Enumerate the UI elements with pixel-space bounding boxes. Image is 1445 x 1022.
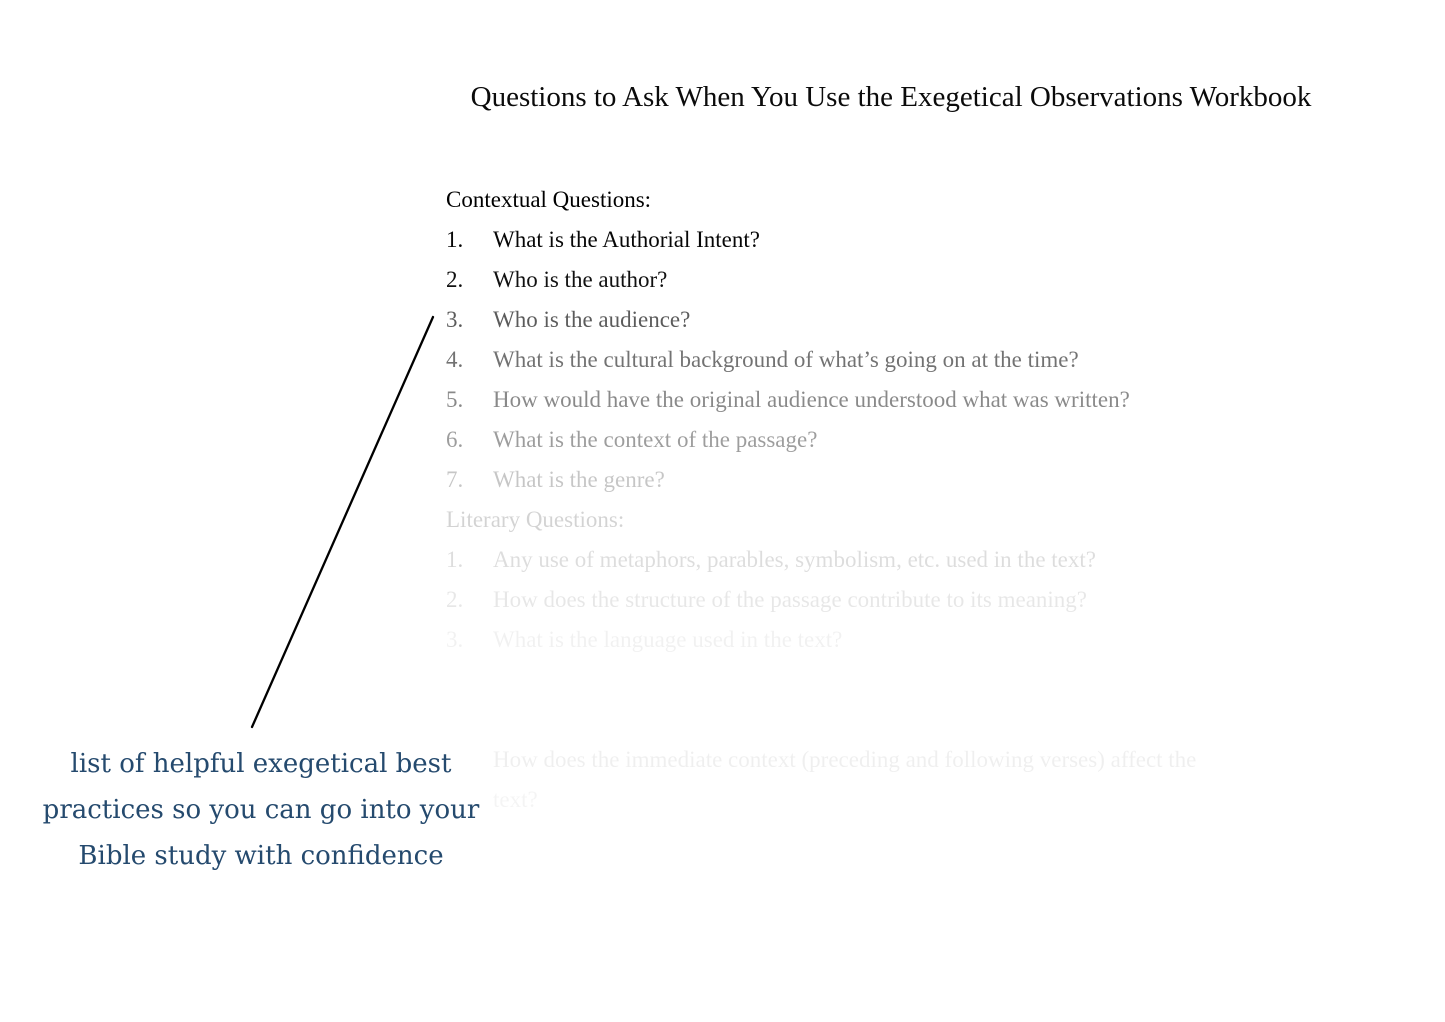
list-item [446, 380, 1356, 420]
item-number: 6. [446, 427, 464, 452]
item-text: Any use of metaphors, parables, symbolism, etc. used in the text? [493, 547, 1096, 572]
item-text: What is the language used in the text? [493, 627, 843, 652]
contextual-questions-heading: Contextual Questions: [446, 187, 652, 212]
annotation-line-3: Bible study with confidence [78, 841, 444, 871]
document-body [446, 180, 1356, 820]
blank-gap [446, 660, 1356, 740]
list-item [446, 260, 1356, 300]
item-number: 1. [446, 547, 464, 572]
item-number: 3. [446, 307, 464, 332]
faded-continuation-line [446, 780, 1356, 820]
list-item [446, 540, 1356, 580]
item-number: 5. [446, 387, 464, 412]
list-item [446, 220, 1356, 260]
item-text: Who is the audience? [493, 307, 691, 332]
item-number: 7. [446, 467, 464, 492]
item-text: How does the structure of the passage contribute to its meaning? [493, 587, 1088, 612]
annotation-line-2: practices so you can go into your [42, 795, 480, 825]
item-text: What is the context of the passage? [493, 427, 818, 452]
literary-questions-heading: Literary Questions: [446, 507, 625, 532]
item-number: 2. [446, 587, 464, 612]
item-text: What is the cultural background of what’s going on at the time? [493, 347, 1079, 372]
item-number: 1. [446, 227, 464, 252]
list-item [446, 300, 1356, 340]
item-text: What is the Authorial Intent? [493, 227, 760, 252]
list-item [446, 460, 1356, 500]
document-title: Questions to Ask When You Use the Exegetical Observations Workbook [470, 81, 1312, 113]
item-number: 2. [446, 267, 464, 292]
list-item [446, 340, 1356, 380]
faded-continuation-line: How does the immediate context (preceding and following verses) affect the [493, 747, 1197, 772]
list-item [446, 620, 1356, 660]
annotation-line-1: list of helpful exegetical best [70, 749, 452, 779]
item-text: What is the genre? [493, 467, 665, 492]
item-text: How would have the original audience understood what was written? [493, 387, 1130, 412]
annotation-note [1, 741, 521, 879]
item-number: 4. [446, 347, 464, 372]
item-number: 3. [446, 627, 464, 652]
item-text: Who is the author? [493, 267, 668, 292]
list-item [446, 420, 1356, 460]
list-item [446, 580, 1356, 620]
